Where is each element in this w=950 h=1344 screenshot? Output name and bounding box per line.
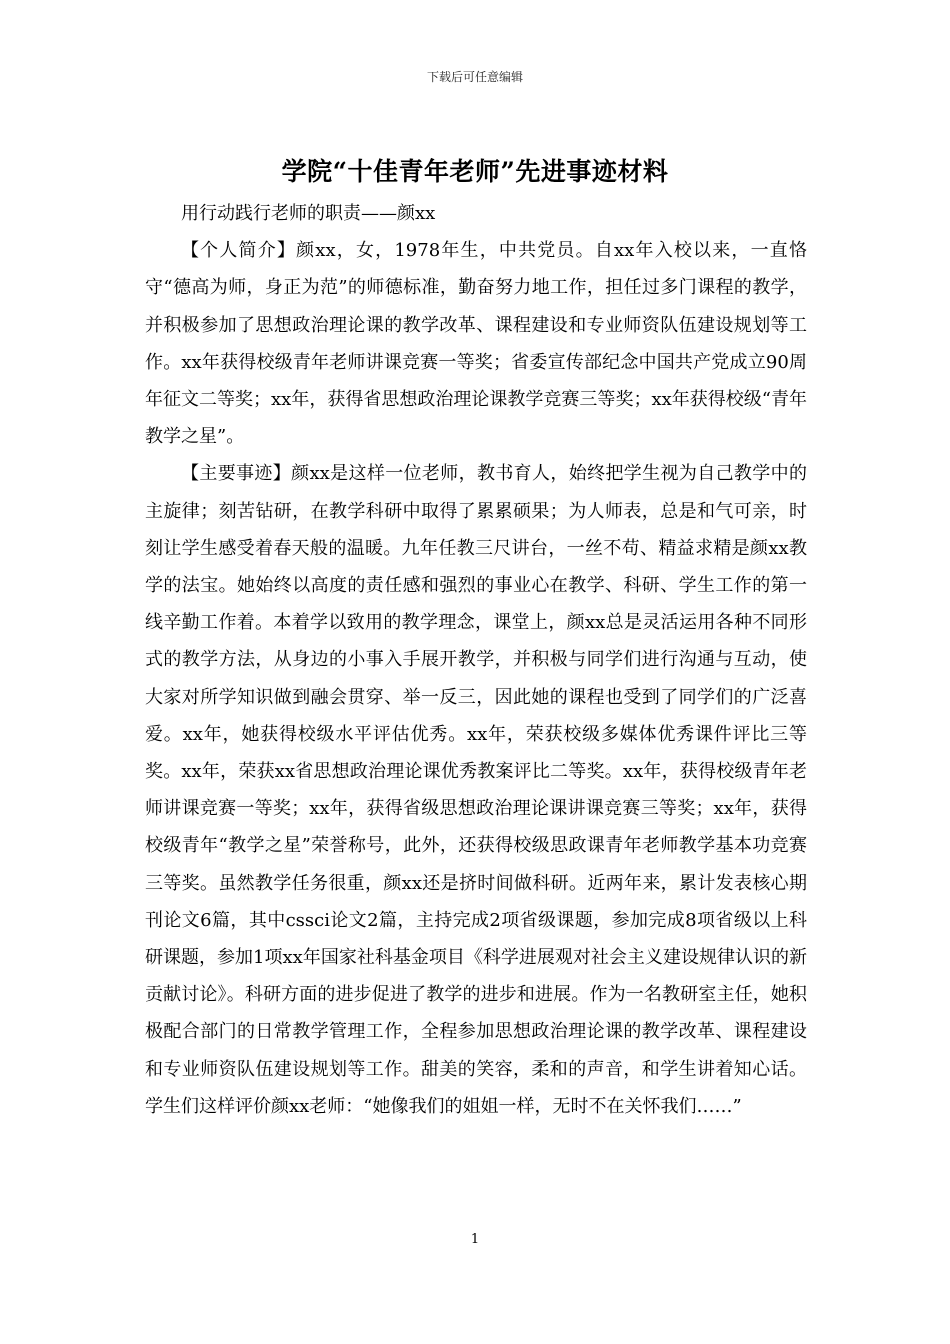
document-body [145,195,807,1125]
header-note: 下载后可任意编辑 [426,70,523,84]
document-subtitle: 用行动践行老师的职责——颜xx [181,203,436,224]
paragraph-personal-profile: 【个人简介】颜xx，女，1978年生，中共党员。自xx年入校以来，一直恪守“德高为师，身正为范”的师德标准，勤奋努力地工作，担任过多门课程的教学，并积极参加了思想政治理论课的教学改革、课程建设和专业师资队伍建设规划等工作。xx年获得校级青年老师讲课竞赛一等奖；省委宣传部纪念中国共产党成立90周年征文二等奖；xx年，获得省思想政治理论课教学竞赛三等奖；xx年获得校级“青年教学之星”。 [145,240,807,448]
page-number: 1 [470,1232,480,1247]
document-title: 学院“十佳青年老师”先进事迹材料 [281,157,669,186]
paragraph-main-deeds: 【主要事迹】颜xx是这样一位老师，教书育人，始终把学生视为自己教学中的主旋律；刻苦钻研，在教学科研中取得了累累硕果；为人师表，总是和气可亲，时刻让学生感受着春天般的温暖。九年任教三尺讲台，一丝不苟、精益求精是颜xx教学的法宝。她始终以高度的责任感和强烈的事业心在教学、科研、学生工作的第一线辛勤工作着。本着学以致用的教学理念，课堂上，颜xx总是灵活运用各种不同形式的教学方法，从身边的小事入手展开教学，并积极与同学们进行沟通与互动，使大家对所学知识做到融会贯穿、举一反三，因此她的课程也受到了同学们的广泛喜爱。xx年，她获得校级水平评估优秀。xx年，荣获校级多媒体优秀课件评比三等奖。xx年，荣获xx省思想政治理论课优秀教案评比二等奖。xx年，获得校级青年老师讲课竞赛一等奖；xx年，获得省级思想政治理论课讲课竞赛三等奖；xx年，获得校级青年“教学之星”荣誉称号，此外，还获得校级思政课青年老师教学基本功竞赛三等奖。虽然教学任务很重，颜xx还是挤时间做科研。近两年来，累计发表核心期刊论文6篇，其中cssci论文2篇，主持完成2项省级课题，参加完成8项省级以上科研课题，参加1项xx年国家社科基金项目《科学进展观对社会主义建设规律认识的新贡献讨论》。科研方面的进步促进了教学的进步和进展。作为一名教研室主任，她积极配合部门的日常教学管理工作，全程参加思想政治理论课的教学改革、课程建设和专业师资队伍建设规划等工作。甜美的笑容，柔和的声音，和学生讲着知心话。学生们这样评价颜xx老师：“她像我们的姐姐一样，无时不在关怀我们……” [145,463,807,1117]
